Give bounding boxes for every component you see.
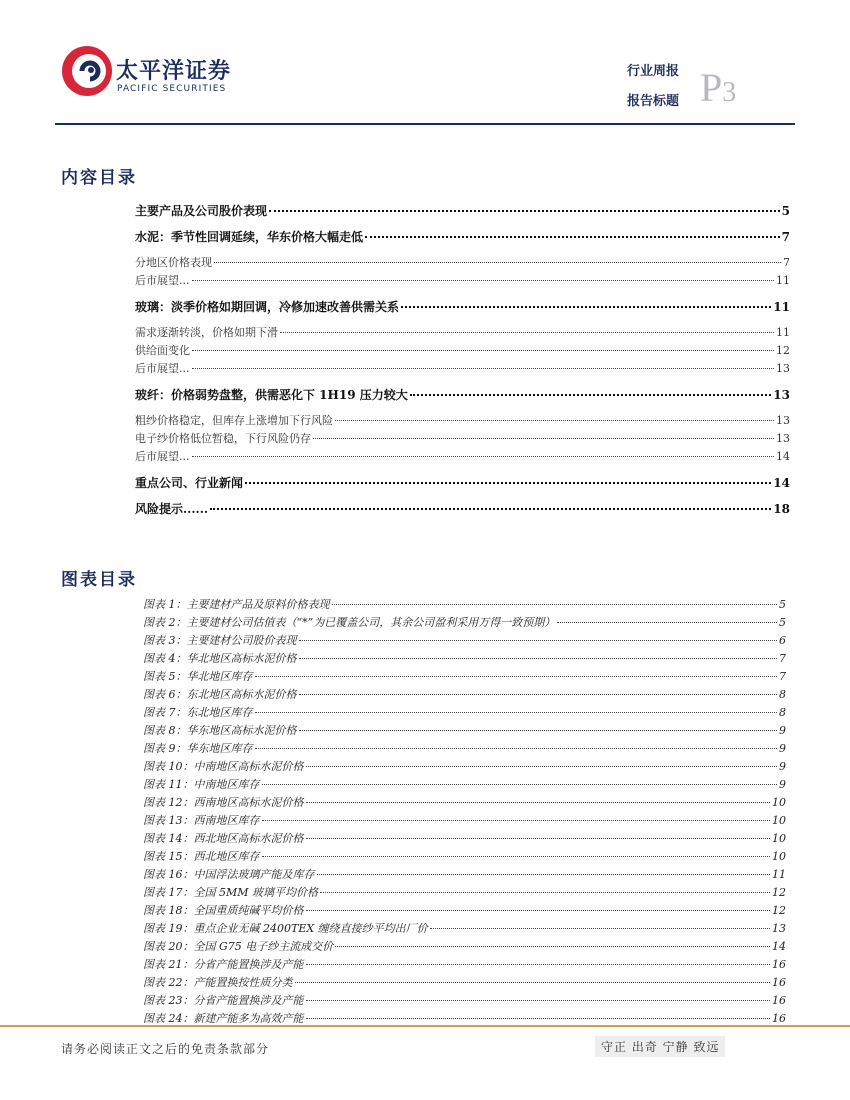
figure-entry-page: 5 <box>779 616 786 629</box>
toc-spacer <box>135 466 790 474</box>
toc-entry-title: 风险提示...... <box>135 502 209 516</box>
toc-subentry-page: 7 <box>783 256 790 269</box>
toc-subentry-title: 电子纱价格低位暂稳，下行风险仍存 <box>135 432 311 445</box>
toc-entry-page: 14 <box>773 476 790 490</box>
header-divider <box>55 123 795 125</box>
dot-leader <box>262 856 771 857</box>
toc-entry-title: 玻纤：价格弱势盘整，供需恶化下 1H19 压力较大 <box>135 388 408 402</box>
figure-entry[interactable] <box>143 740 786 758</box>
figure-entry[interactable] <box>143 884 786 902</box>
toc-entry-page: 18 <box>773 502 790 516</box>
figure-entry-page: 9 <box>779 778 786 791</box>
figure-entry-title: 图表 6：东北地区高标水泥价格 <box>143 688 297 701</box>
toc-subentry-page: 11 <box>776 274 790 287</box>
figure-entry-page: 16 <box>772 976 786 989</box>
figure-entry[interactable] <box>143 866 786 884</box>
figure-entry-page: 12 <box>772 904 786 917</box>
figure-entry[interactable] <box>143 632 786 650</box>
dot-leader <box>192 456 775 457</box>
toc-entry-page: 5 <box>781 204 790 218</box>
toc-subentry-title: 分地区价格表现 <box>135 256 212 269</box>
toc-entry-page: 13 <box>773 388 790 402</box>
figure-entry-page: 11 <box>772 868 786 881</box>
page-digit: 3 <box>722 77 737 108</box>
figure-entry[interactable] <box>143 920 786 938</box>
figure-entry-page: 5 <box>779 598 786 611</box>
dot-leader <box>299 694 778 695</box>
figure-entry[interactable] <box>143 596 786 614</box>
page-letter: P <box>700 65 723 110</box>
figure-entry-title: 图表 7：东北地区库存 <box>143 706 253 719</box>
figure-entry-title: 图表 5：华北地区库存 <box>143 670 253 683</box>
footer-motto: 守正 出奇 宁静 致远 <box>595 1036 725 1057</box>
figure-entry-page: 14 <box>772 940 786 953</box>
figure-entry[interactable] <box>143 794 786 812</box>
figure-entry-title: 图表 1：主要建材产品及原料价格表现 <box>143 598 330 611</box>
dot-leader <box>255 676 778 677</box>
figure-entry-title: 图表 18：全国重质纯碱平均价格 <box>143 904 304 917</box>
figure-entry[interactable] <box>143 902 786 920</box>
toc-subentry[interactable] <box>135 430 790 448</box>
figure-entry-page: 10 <box>772 850 786 863</box>
toc-subentry[interactable] <box>135 254 790 272</box>
figure-entry-title: 图表 9：华东地区库存 <box>143 742 253 755</box>
toc-subentry[interactable] <box>135 324 790 342</box>
toc-subentry-page: 13 <box>776 432 790 445</box>
dot-leader <box>401 306 771 308</box>
figure-entry-page: 16 <box>772 1012 786 1025</box>
toc-subentry-page: 11 <box>776 326 790 339</box>
figure-entry[interactable] <box>143 686 786 704</box>
toc-entry-title: 主要产品及公司股价表现 <box>135 204 268 218</box>
dot-leader <box>313 438 774 439</box>
toc-title: 内容目录 <box>61 168 137 188</box>
figure-entry[interactable] <box>143 722 786 740</box>
figure-entry-page: 9 <box>779 760 786 773</box>
dot-leader <box>295 982 771 983</box>
toc-entry[interactable] <box>135 298 790 316</box>
toc-entry[interactable] <box>135 228 790 246</box>
footer-disclaimer: 请务必阅读正文之后的免责条款部分 <box>61 1042 270 1056</box>
toc-entry-title: 水泥：季节性回调延续，华东价格大幅走低 <box>135 230 364 244</box>
dot-leader <box>317 874 771 875</box>
dot-leader <box>306 802 771 803</box>
report-type: 行业周报 <box>627 64 680 79</box>
dot-leader <box>365 236 780 238</box>
figure-entry[interactable] <box>143 812 786 830</box>
dot-leader <box>335 420 774 421</box>
toc-entry-title: 玻璃：淡季价格如期回调，冷修加速改善供需关系 <box>135 300 400 314</box>
figure-entry-page: 8 <box>779 688 786 701</box>
figure-entry-page: 10 <box>772 814 786 827</box>
toc-subentry-title: 供给面变化 <box>135 344 190 357</box>
toc-entry-page: 11 <box>773 300 790 314</box>
figure-entry[interactable] <box>143 704 786 722</box>
figure-entry-page: 6 <box>779 634 786 647</box>
dot-leader <box>192 368 775 369</box>
figure-entry-page: 16 <box>772 994 786 1007</box>
dot-leader <box>255 748 778 749</box>
figure-entry-title: 图表 24：新建产能多为高效产能 <box>143 1012 304 1025</box>
dot-leader <box>210 508 771 510</box>
toc-subentry-title: 需求逐渐转淡，价格如期下滑 <box>135 326 278 339</box>
toc-spacer <box>135 290 790 298</box>
figure-entry-title: 图表 20：全国 G75 电子纱主流成交价 <box>143 940 334 953</box>
dot-leader <box>245 482 771 484</box>
dot-leader <box>335 946 770 947</box>
toc-entry[interactable] <box>135 500 790 518</box>
figure-entry-page: 7 <box>779 652 786 665</box>
figures-list <box>143 596 786 1028</box>
report-title: 报告标题 <box>627 94 680 109</box>
figure-entry-title: 图表 3：主要建材公司股价表现 <box>143 634 297 647</box>
dot-leader <box>262 784 778 785</box>
figure-entry-page: 9 <box>779 742 786 755</box>
dot-leader <box>280 332 774 333</box>
toc-list <box>135 202 790 526</box>
dot-leader <box>255 712 778 713</box>
dot-leader <box>430 928 770 929</box>
dot-leader <box>214 262 781 263</box>
logo-name-cn: 太平洋证券 <box>116 59 232 84</box>
dot-leader <box>299 640 778 641</box>
dot-leader <box>306 838 771 839</box>
dot-leader <box>262 820 771 821</box>
footer-divider <box>0 1025 850 1027</box>
figure-entry-title: 图表 22：产能置换按性质分类 <box>143 976 293 989</box>
figure-entry-title: 图表 14：西北地区高标水泥价格 <box>143 832 304 845</box>
toc-entry[interactable] <box>135 386 790 404</box>
figure-entry-title: 图表 2：主要建材公司估值表（“*”为已覆盖公司，其余公司盈利采用万得一致预期） <box>143 616 556 629</box>
figure-entry[interactable] <box>143 668 786 686</box>
toc-subentry[interactable] <box>135 448 790 466</box>
dot-leader <box>192 350 774 351</box>
dot-leader <box>306 1018 771 1019</box>
toc-subentry-page: 13 <box>776 362 790 375</box>
logo-name-en: PACIFIC SECURITIES <box>117 84 227 94</box>
dot-leader <box>269 210 780 212</box>
figure-entry-page: 16 <box>772 958 786 971</box>
toc-subentry-title: 粗纱价格稳定，但库存上涨增加下行风险 <box>135 414 333 427</box>
dot-leader <box>557 622 777 623</box>
dot-leader <box>306 910 771 911</box>
dot-leader <box>306 964 771 965</box>
figure-entry-title: 图表 12：西南地区高标水泥价格 <box>143 796 304 809</box>
figure-entry-title: 图表 11：中南地区库存 <box>143 778 260 791</box>
toc-subentry-page: 12 <box>776 344 790 357</box>
figure-entry-title: 图表 19：重点企业无碱 2400TEX 缠绕直接纱平均出厂价 <box>143 922 428 935</box>
figure-entry-page: 10 <box>772 832 786 845</box>
dot-leader <box>332 604 778 605</box>
toc-subentry-title: 后市展望... <box>135 274 190 287</box>
toc-spacer <box>135 378 790 386</box>
figure-entry[interactable] <box>143 650 786 668</box>
toc-entry[interactable] <box>135 202 790 220</box>
figure-entry-page: 9 <box>779 724 786 737</box>
figure-entry[interactable] <box>143 776 786 794</box>
toc-subentry-page: 14 <box>776 450 790 463</box>
figure-entry-title: 图表 23：分省产能置换涉及产能 <box>143 994 304 1007</box>
toc-subentry-title: 后市展望... <box>135 362 190 375</box>
toc-subentry-title: 后市展望... <box>135 450 190 463</box>
figure-entry-page: 12 <box>772 886 786 899</box>
figure-entry-title: 图表 17：全国 5MM 玻璃平均价格 <box>143 886 319 899</box>
figure-entry[interactable] <box>143 758 786 776</box>
dot-leader <box>299 730 778 731</box>
figure-entry[interactable] <box>143 830 786 848</box>
figure-entry-title: 图表 13：西南地区库存 <box>143 814 260 827</box>
figure-entry[interactable] <box>143 956 786 974</box>
toc-entry-title: 重点公司、行业新闻 <box>135 476 244 490</box>
figure-entry-page: 8 <box>779 706 786 719</box>
toc-entry[interactable] <box>135 474 790 492</box>
toc-subentry[interactable] <box>135 412 790 430</box>
company-logo <box>60 44 280 108</box>
figure-entry[interactable] <box>143 992 786 1010</box>
dot-leader <box>320 892 770 893</box>
figure-entry[interactable] <box>143 938 786 956</box>
figure-entry-title: 图表 16：中国浮法玻璃产能及库存 <box>143 868 315 881</box>
toc-entry-page: 7 <box>781 230 790 244</box>
figures-title: 图表目录 <box>61 570 137 590</box>
toc-subentry[interactable] <box>135 360 790 378</box>
dot-leader <box>306 766 778 767</box>
page-number <box>700 65 737 113</box>
dot-leader <box>299 658 778 659</box>
dot-leader <box>192 280 775 281</box>
figure-entry-title: 图表 4：华北地区高标水泥价格 <box>143 652 297 665</box>
logo-emblem-icon <box>60 44 114 98</box>
toc-subentry[interactable] <box>135 342 790 360</box>
figure-entry-page: 13 <box>772 922 786 935</box>
dot-leader <box>306 1000 771 1001</box>
toc-subentry-page: 13 <box>776 414 790 427</box>
figure-entry-page: 7 <box>779 670 786 683</box>
dot-leader <box>410 394 772 396</box>
figure-entry-page: 10 <box>772 796 786 809</box>
figure-entry-title: 图表 15：西北地区库存 <box>143 850 260 863</box>
figure-entry-title: 图表 10：中南地区高标水泥价格 <box>143 760 304 773</box>
page-header <box>0 0 850 130</box>
figure-entry-title: 图表 21：分省产能置换涉及产能 <box>143 958 304 971</box>
figure-entry-title: 图表 8：华东地区高标水泥价格 <box>143 724 297 737</box>
toc-subentry[interactable] <box>135 272 790 290</box>
figure-entry[interactable] <box>143 848 786 866</box>
figure-entry[interactable] <box>143 974 786 992</box>
figure-entry[interactable] <box>143 614 786 632</box>
